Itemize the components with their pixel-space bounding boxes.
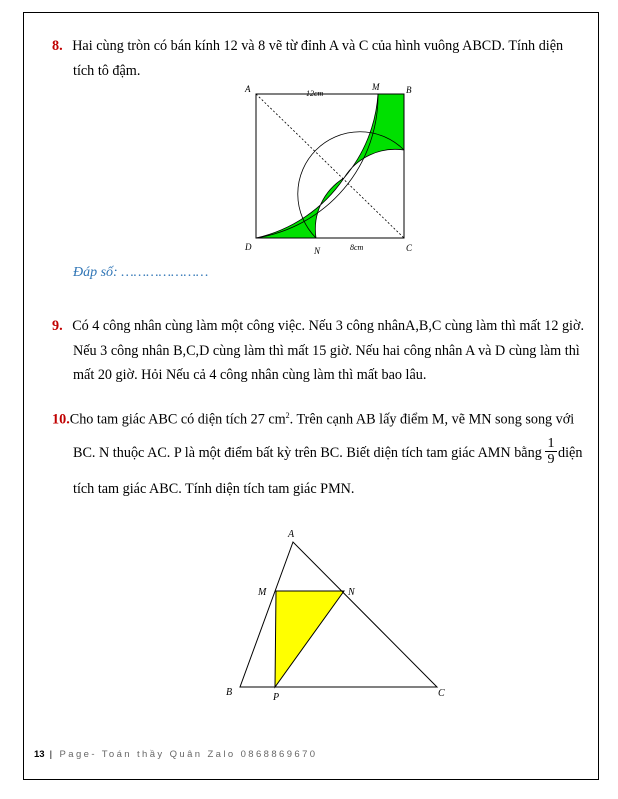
label-A: A: [245, 84, 251, 94]
problem-10-number: 10.: [52, 411, 70, 428]
problem-9-line-2: Nếu 3 công nhân B,C,D cùng làm thì mất 15 giờ. Nếu hai công nhân A và D cùng làm thì: [73, 343, 580, 359]
footer-page-number: 13: [34, 749, 45, 760]
label-N: N: [314, 246, 321, 256]
fig-label-C: C: [438, 688, 445, 699]
triangle-abc: [240, 542, 437, 687]
problem-8-line-1: [52, 38, 563, 55]
square-arcs-figure: [238, 83, 418, 259]
label-B: B: [406, 85, 412, 95]
problem-9-line-3: mất 20 giờ. Hỏi Nếu cả 4 công nhân cùng làm thì mất bao lâu.: [73, 367, 427, 383]
footer-separator: |: [49, 749, 55, 760]
page-footer: [34, 749, 317, 760]
fig-label-P: P: [273, 692, 280, 703]
problem-9-line-1: [52, 318, 584, 335]
problem-8-line-2: tích tô đậm.: [73, 63, 141, 79]
fraction-one-ninth: [545, 436, 557, 467]
answer-line: [73, 265, 208, 281]
problem-9-text-1: Có 4 công nhân cùng làm một công việc. Nếu 3 công nhânA,B,C cùng làm thì mất 12 giờ.: [72, 318, 585, 334]
shaded-region-bottom-left: [256, 178, 344, 238]
problem-10-line-3: tích tam giác ABC. Tính diện tích tam giác PMN.: [73, 481, 355, 497]
problem-10-line-2: BC. N thuộc AC. P là một điểm bất kỳ trên BC. Biết diện tích tam giác AMN bằng: [73, 445, 542, 461]
answer-dots: …………………: [121, 265, 209, 280]
fig-label-A: A: [288, 529, 295, 540]
label-M: M: [372, 83, 380, 92]
label-top-length: 12cm: [306, 89, 324, 98]
superscript-2: 2: [285, 411, 290, 420]
problem-10-line-1: [52, 411, 574, 429]
label-C: C: [406, 243, 413, 253]
problem-8-number: 8.: [52, 38, 63, 54]
fig-label-N: N: [348, 587, 355, 598]
label-D: D: [245, 242, 252, 252]
fraction-denominator: 9: [545, 451, 557, 467]
fig-label-M: M: [258, 587, 267, 598]
answer-label: Đáp số:: [73, 265, 118, 280]
problem-8-text-1: Hai cùng tròn có bán kính 12 và 8 vẽ từ đỉnh A và C của hình vuông ABCD. Tính diện: [72, 38, 564, 54]
footer-text: Page- Toán thầy Quân Zalo 0868869670: [59, 749, 318, 760]
problem-10-line-2-end: diện: [558, 445, 583, 461]
triangle-figure: [222, 524, 456, 706]
problem-10-text-1b: . Trên cạnh AB lấy điểm M, vẽ MN song song với: [289, 411, 575, 428]
fraction-numerator: 1: [547, 436, 555, 451]
problem-10-text-1a: Cho tam giác ABC có diện tích 27 cm: [69, 411, 286, 428]
shaded-region-top-right: [344, 94, 404, 178]
problem-9-number: 9.: [52, 318, 63, 334]
triangle-pmn-shaded: [275, 591, 344, 687]
fig-label-B: B: [226, 687, 233, 698]
label-bottom-length: 8cm: [350, 243, 364, 252]
